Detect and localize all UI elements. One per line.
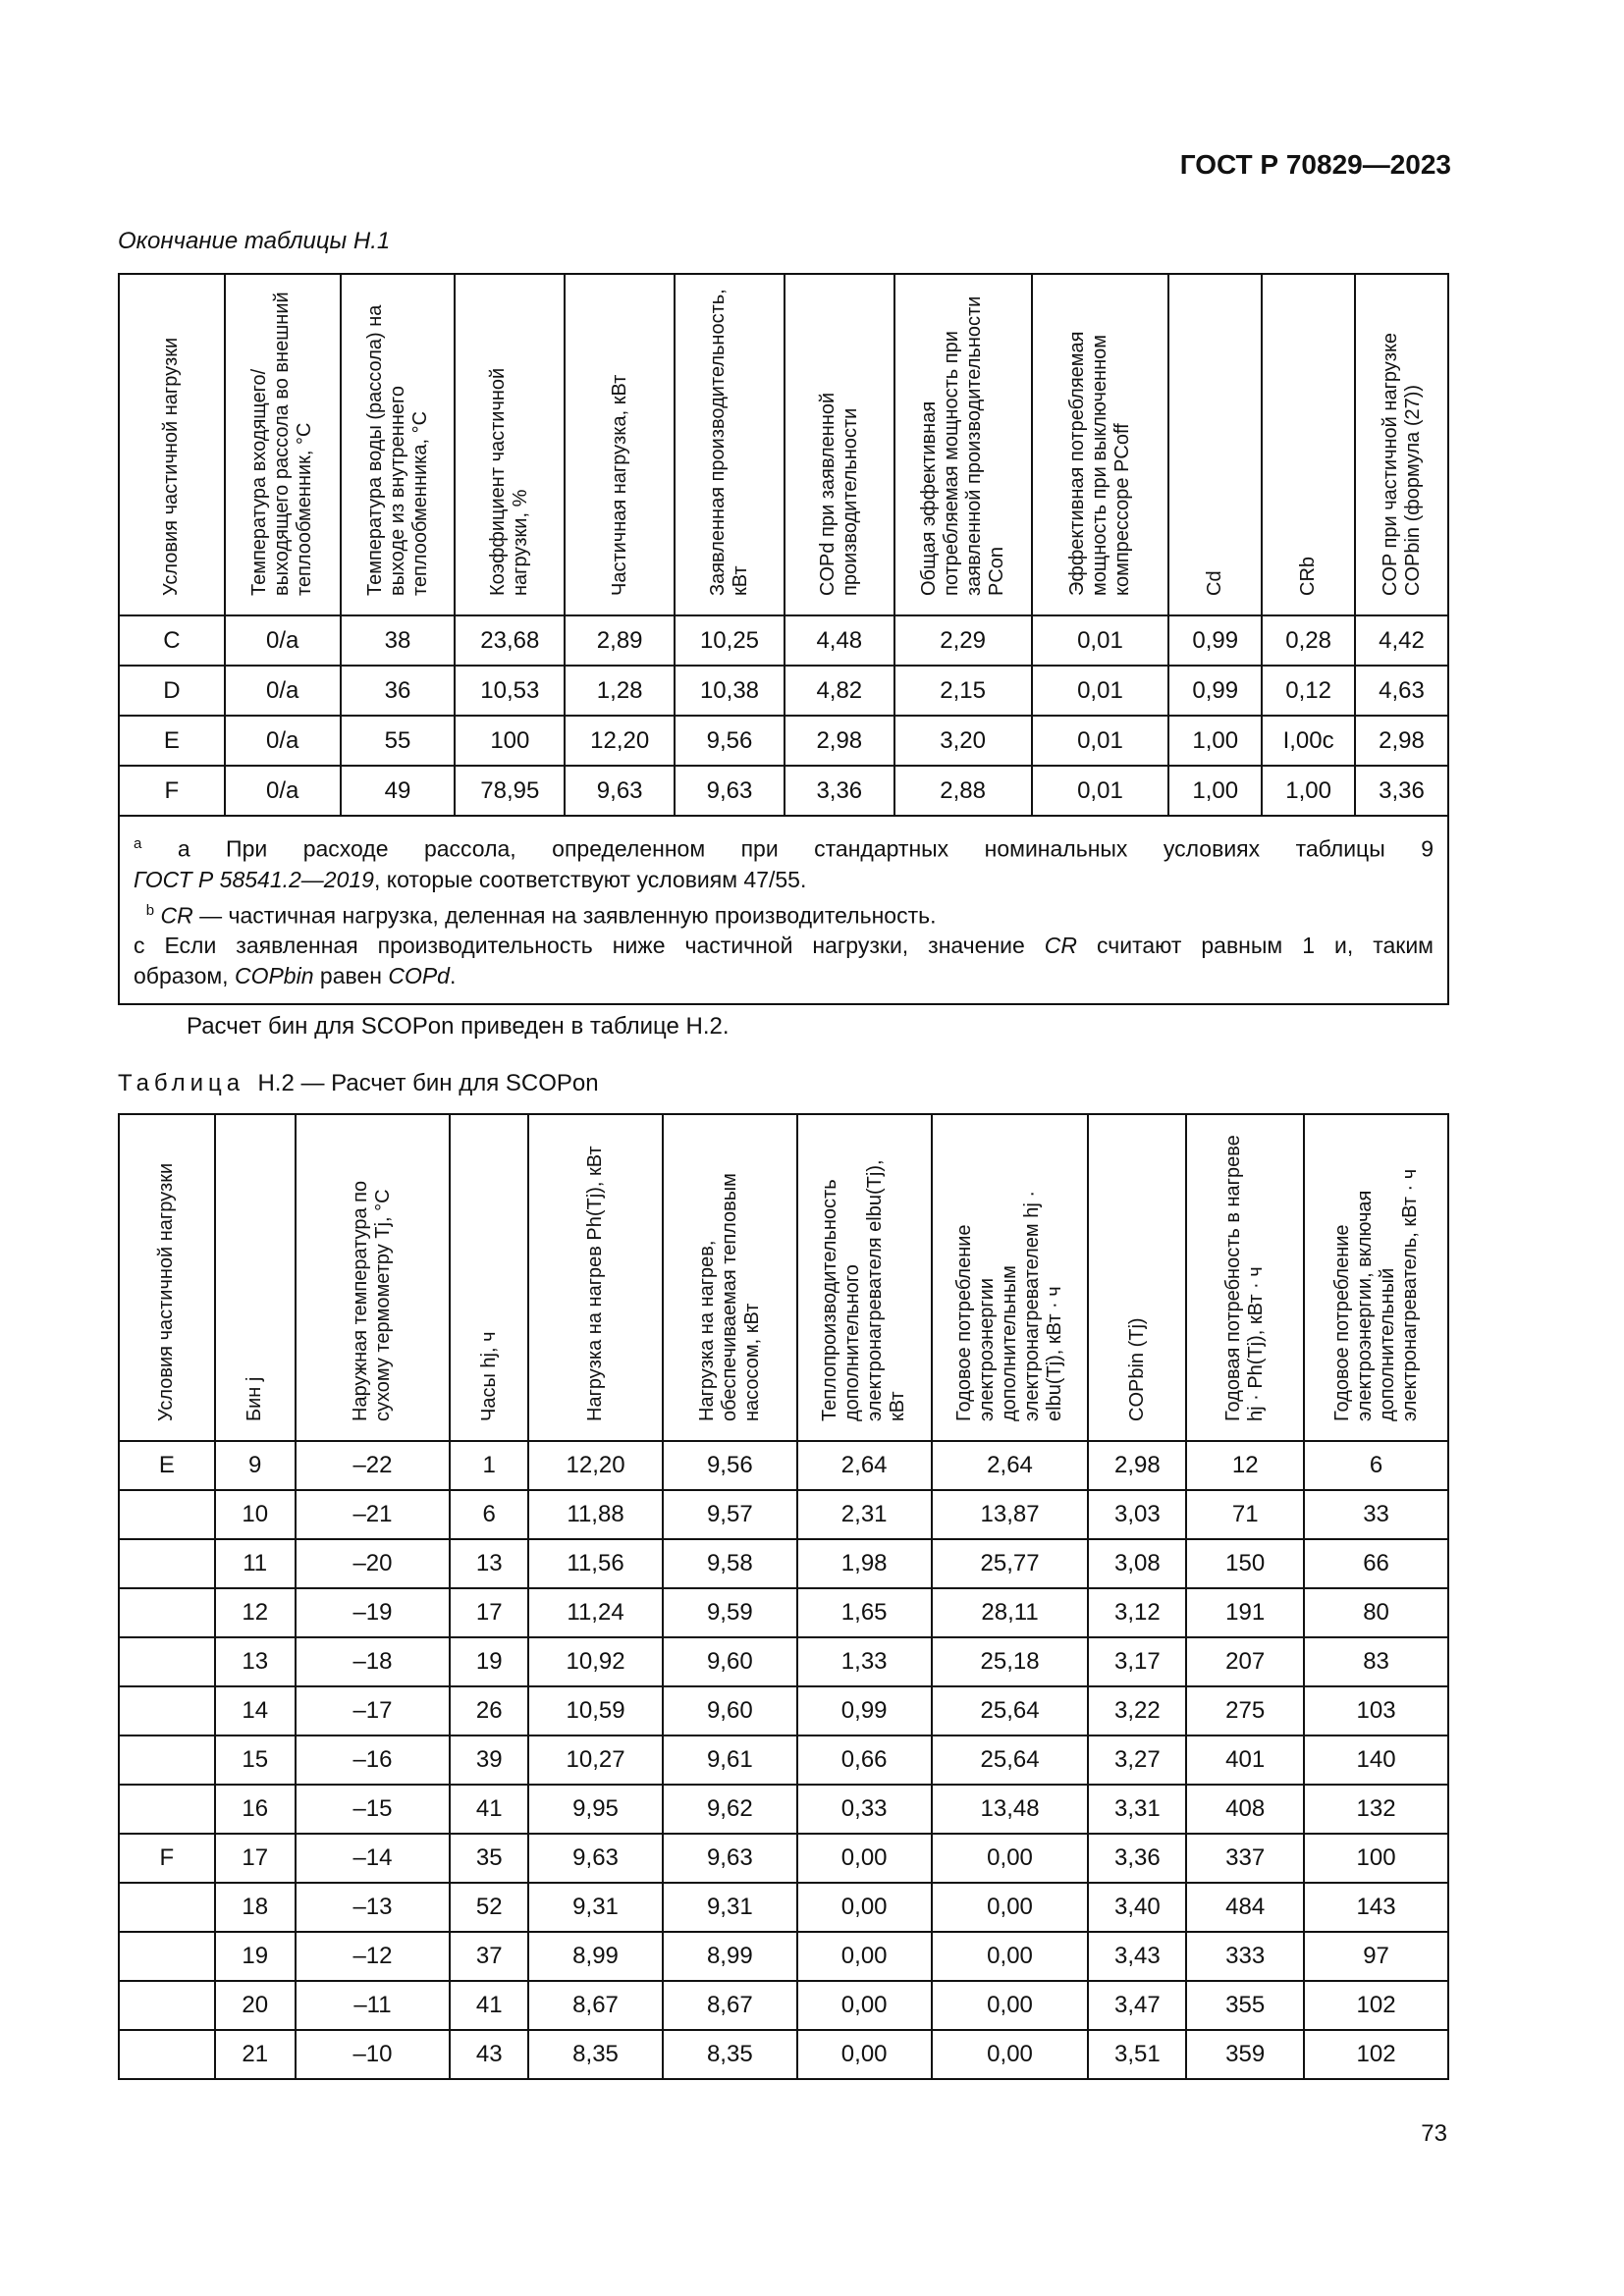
table2-cell [119, 1490, 215, 1539]
table2-cell: 3,47 [1088, 1981, 1186, 2030]
document-standard-number: ГОСТ Р 70829—2023 [1179, 149, 1451, 180]
table2-cell: 10,92 [528, 1637, 663, 1686]
footnote-a-line2: ГОСТ Р 58541.2—2019, которые соответствуют условиям 47/55. [134, 866, 807, 892]
table2-cell: 83 [1304, 1637, 1448, 1686]
table2-cell: 14 [215, 1686, 296, 1735]
table2-cell: 8,67 [663, 1981, 797, 2030]
table1-col-header-label: Cd [1204, 570, 1226, 596]
table2-cell [119, 1883, 215, 1932]
table2-cell: 103 [1304, 1686, 1448, 1735]
table2-cell: 3,27 [1088, 1735, 1186, 1785]
table1-col-header-label: Общая эффективная потребляемая мощность при заявленной производительности PCon [917, 295, 1007, 596]
table2-cell: 3,36 [1088, 1834, 1186, 1883]
footnote-a-line1: $^а$ а При расходе рассола, определенном при стандартных номинальных условиях таблицы 9 [134, 835, 1435, 862]
table2-cell: 66 [1304, 1539, 1448, 1588]
table1-col-header-label: Температура входящего/выходящего рассола во внешний теплообменник, °С [248, 292, 316, 596]
table2-cell: 35 [450, 1834, 528, 1883]
table1-cell: 4,48 [785, 615, 894, 666]
table1-cell: 2,88 [894, 766, 1032, 816]
table2-cell: 9,60 [663, 1686, 797, 1735]
table1-col-header-label: COPd при заявленной производительности [816, 392, 861, 596]
table2-cell: 97 [1304, 1932, 1448, 1981]
table-h1-end [118, 273, 1449, 1005]
table-h2 [118, 1113, 1449, 2080]
table1-cell: 9,56 [675, 716, 785, 766]
table2-cell: 8,67 [528, 1981, 663, 2030]
table2-cell: 15 [215, 1735, 296, 1785]
table2-cell: 0,00 [797, 1981, 932, 2030]
table1-cell: 9,63 [565, 766, 675, 816]
table2-col-header [932, 1114, 1089, 1441]
table2-row [119, 1441, 1448, 1490]
table1-row [119, 615, 1448, 666]
table2-cell: 17 [215, 1834, 296, 1883]
table2-col-header [663, 1114, 797, 1441]
table2-col-header [296, 1114, 451, 1441]
table2-col-header [528, 1114, 663, 1441]
table2-col-header-label: Теплопроизводительность дополнительного электронагревателя elbu(Tj), кВт [819, 1159, 909, 1421]
table2-cell: 12,20 [528, 1441, 663, 1490]
table2-cell [119, 1785, 215, 1834]
table2-cell: –12 [296, 1932, 451, 1981]
table2-cell: 2,64 [797, 1441, 932, 1490]
table1-cell: 10,38 [675, 666, 785, 716]
table2-cell: –21 [296, 1490, 451, 1539]
table2-row [119, 1932, 1448, 1981]
table2-row [119, 1834, 1448, 1883]
table2-cell: 9,31 [663, 1883, 797, 1932]
table1-cell: 0/а [225, 666, 341, 716]
table2-cell: 26 [450, 1686, 528, 1735]
table2-cell: 484 [1186, 1883, 1304, 1932]
table1-cell: 55 [341, 716, 456, 766]
table1-cell: 12,20 [565, 716, 675, 766]
footnote-b: $^b$ CR — частичная нагрузка, деленная на заявленную производительность. [145, 901, 937, 929]
table1-cell: 2,89 [565, 615, 675, 666]
table1-cell: 10,25 [675, 615, 785, 666]
table2-col-header [1088, 1114, 1186, 1441]
table2-cell: 0,99 [797, 1686, 932, 1735]
table2-cell: 9,59 [663, 1588, 797, 1637]
table1-col-header [785, 274, 894, 615]
table1-col-header [1032, 274, 1169, 615]
table2-cell: –20 [296, 1539, 451, 1588]
table2-cell: 20 [215, 1981, 296, 2030]
table1-cell: 3,20 [894, 716, 1032, 766]
table2-cell: 3,31 [1088, 1785, 1186, 1834]
table2-cell: 0,00 [932, 1932, 1089, 1981]
table1-cell: C [119, 615, 225, 666]
table2-cell: 9,56 [663, 1441, 797, 1490]
table2-cell: –16 [296, 1735, 451, 1785]
table2-cell: 9,57 [663, 1490, 797, 1539]
table2-cell: 102 [1304, 2030, 1448, 2079]
table1-cell: 3,36 [785, 766, 894, 816]
table2-cell: 150 [1186, 1539, 1304, 1588]
table2-cell: 1,33 [797, 1637, 932, 1686]
table1-cell: 4,82 [785, 666, 894, 716]
table1-cell: 2,98 [1355, 716, 1448, 766]
table2-cell: 2,98 [1088, 1441, 1186, 1490]
table1-header-row [119, 274, 1448, 615]
table1-row [119, 766, 1448, 816]
table2-row [119, 1539, 1448, 1588]
table2-col-header-label: Годовое потребление электроэнергии дополнительным электронагревателем hj · elbu(Tj), кВт · ч [953, 1190, 1066, 1421]
table2-cell: 52 [450, 1883, 528, 1932]
table2-cell: 100 [1304, 1834, 1448, 1883]
table2-cell [119, 1735, 215, 1785]
table2-cell: –19 [296, 1588, 451, 1637]
table2-cell: –18 [296, 1637, 451, 1686]
table2-cell [119, 1686, 215, 1735]
table1-cell: 1,00 [1262, 766, 1355, 816]
table2-cell: 12 [1186, 1441, 1304, 1490]
table2-cell: 41 [450, 1785, 528, 1834]
table2-row [119, 1735, 1448, 1785]
table1-cell: 2,29 [894, 615, 1032, 666]
table2-cell: 0,00 [932, 1883, 1089, 1932]
table1-cell: D [119, 666, 225, 716]
table2-cell: 333 [1186, 1932, 1304, 1981]
table1-cell: 0,01 [1032, 766, 1169, 816]
table2-cell [119, 1981, 215, 2030]
table2-row [119, 2030, 1448, 2079]
table2-cell: 11,88 [528, 1490, 663, 1539]
table1-cell: 0,01 [1032, 716, 1169, 766]
table2-cell: 0,00 [797, 1883, 932, 1932]
table1-cell: 1,00 [1168, 766, 1262, 816]
table2-col-header [215, 1114, 296, 1441]
table2-cell: 11 [215, 1539, 296, 1588]
table1-col-header [675, 274, 785, 615]
table2-cell: 71 [1186, 1490, 1304, 1539]
table1-col-header [341, 274, 456, 615]
table2-cell: 28,11 [932, 1588, 1089, 1637]
table2-cell: 0,33 [797, 1785, 932, 1834]
table2-cell: 6 [450, 1490, 528, 1539]
table2-cell: 9,63 [663, 1834, 797, 1883]
table1-cell: 0,12 [1262, 666, 1355, 716]
table2-cell: 33 [1304, 1490, 1448, 1539]
table2-cell: 0,00 [797, 2030, 932, 2079]
table2-header-row [119, 1114, 1448, 1441]
table2-cell: 13,87 [932, 1490, 1089, 1539]
table2-row [119, 1686, 1448, 1735]
table2-col-header-label: Условия частичной нагрузки [155, 1162, 178, 1421]
table2-row [119, 1588, 1448, 1637]
intro-paragraph: Расчет бин для SCOPon приведен в таблице Н.2. [187, 1013, 730, 1040]
table1-col-header-label: CRb [1297, 556, 1320, 596]
table1-cell: 0,99 [1168, 666, 1262, 716]
table2-cell: 143 [1304, 1883, 1448, 1932]
table1-cell: 0/а [225, 615, 341, 666]
page-number: 73 [1421, 2120, 1447, 2147]
footnote-c-line1: с Если заявленная производительность ниже частичной нагрузки, значение CR считают равным 1 и, таким [134, 933, 1434, 959]
table1-col-header [1168, 274, 1262, 615]
table2-cell [119, 2030, 215, 2079]
table2-cell: 355 [1186, 1981, 1304, 2030]
table1-row [119, 716, 1448, 766]
table2-cell: 401 [1186, 1735, 1304, 1785]
table1-cell: 0,01 [1032, 666, 1169, 716]
table2-cell: 9,95 [528, 1785, 663, 1834]
table2-cell: 207 [1186, 1637, 1304, 1686]
table2-col-header-label: Нагрузка на нагрев Ph(Tj), кВт [584, 1146, 607, 1421]
table1-cell: 4,42 [1355, 615, 1448, 666]
table1-row [119, 666, 1448, 716]
table2-cell: 9,61 [663, 1735, 797, 1785]
table2-cell: 0,00 [932, 1834, 1089, 1883]
table2-cell: 1,98 [797, 1539, 932, 1588]
table2-cell: 3,17 [1088, 1637, 1186, 1686]
table2-cell: –15 [296, 1785, 451, 1834]
table2-cell: 3,12 [1088, 1588, 1186, 1637]
table2-col-header [119, 1114, 215, 1441]
table1-cell: 49 [341, 766, 456, 816]
table1-cell: 23,68 [455, 615, 565, 666]
table2-caption: Таблица Н.2 — Расчет бин для SCOPon [118, 1070, 599, 1096]
table2-cell: 0,00 [932, 1981, 1089, 2030]
table2-cell: 10 [215, 1490, 296, 1539]
table2-cell: 11,24 [528, 1588, 663, 1637]
table1-col-header [565, 274, 675, 615]
table2-cell: 102 [1304, 1981, 1448, 2030]
table2-cell: 275 [1186, 1686, 1304, 1735]
table2-cell: –13 [296, 1883, 451, 1932]
table2-cell: 3,51 [1088, 2030, 1186, 2079]
table1-cell: 0,01 [1032, 615, 1169, 666]
table1-cell: 0/а [225, 716, 341, 766]
table2-cell: 2,64 [932, 1441, 1089, 1490]
table2-row [119, 1637, 1448, 1686]
table2-cell: 0,00 [797, 1932, 932, 1981]
table2-cell: –11 [296, 1981, 451, 2030]
table2-cell [119, 1637, 215, 1686]
table2-cell: 1,65 [797, 1588, 932, 1637]
table1-caption: Окончание таблицы Н.1 [118, 228, 391, 254]
table2-col-header-label: Бин j [244, 1376, 266, 1421]
table2-col-header-label: Годовая потребность в нагреве hj · Ph(Tj), кВт · ч [1222, 1135, 1268, 1421]
table2-cell: 0,00 [797, 1834, 932, 1883]
table1-cell: 3,36 [1355, 766, 1448, 816]
table1-cell: F [119, 766, 225, 816]
table2-col-header-label: Часы hj, ч [477, 1331, 500, 1421]
table2-cell: 337 [1186, 1834, 1304, 1883]
table2-cell: 25,77 [932, 1539, 1089, 1588]
table2-cell [119, 1932, 215, 1981]
table2-cell: 9,60 [663, 1637, 797, 1686]
table2-cell: 10,59 [528, 1686, 663, 1735]
table2-row [119, 1490, 1448, 1539]
table2-cell: 191 [1186, 1588, 1304, 1637]
table1-col-header-label: Частичная нагрузка, кВт [608, 374, 630, 596]
table2-cell: 3,03 [1088, 1490, 1186, 1539]
table1-cell: 38 [341, 615, 456, 666]
table2-cell: 1 [450, 1441, 528, 1490]
table2-row [119, 1883, 1448, 1932]
table2-cell: 11,56 [528, 1539, 663, 1588]
table1-col-header [455, 274, 565, 615]
table2-cell: 9,63 [528, 1834, 663, 1883]
table1-col-header-label: Температура воды (рассола) на выходе из внутреннего теплообменника, °С [363, 304, 431, 596]
table1-col-header [894, 274, 1032, 615]
table2-cell: 0,66 [797, 1735, 932, 1785]
table2-cell [119, 1588, 215, 1637]
table1-col-header [119, 274, 225, 615]
table2-col-header [1304, 1114, 1448, 1441]
table2-cell [119, 1539, 215, 1588]
table2-cell: 13 [215, 1637, 296, 1686]
table1-cell: 0,28 [1262, 615, 1355, 666]
table1-col-header-label: Коэффициент частичной нагрузки, % [487, 367, 532, 596]
table2-cell: 25,18 [932, 1637, 1089, 1686]
table2-cell: 3,08 [1088, 1539, 1186, 1588]
table2-cell: F [119, 1834, 215, 1883]
table1-col-header [1262, 274, 1355, 615]
table2-cell: –22 [296, 1441, 451, 1490]
table2-cell: 8,35 [663, 2030, 797, 2079]
table2-cell: 17 [450, 1588, 528, 1637]
table2-cell: 18 [215, 1883, 296, 1932]
table2-cell: 132 [1304, 1785, 1448, 1834]
footnote-c-line2: образом, COPbin равен COPd. [134, 963, 457, 989]
table2-cell: 9,62 [663, 1785, 797, 1834]
table2-col-header-label: Наружная температура по сухому термометру Tj, °С [350, 1180, 395, 1421]
table2-cell: 10,27 [528, 1735, 663, 1785]
table2-cell: 80 [1304, 1588, 1448, 1637]
table2-cell: –17 [296, 1686, 451, 1735]
table2-cell: 8,99 [663, 1932, 797, 1981]
table2-cell: 9,58 [663, 1539, 797, 1588]
table2-cell: 19 [215, 1932, 296, 1981]
table2-cell: 13 [450, 1539, 528, 1588]
table2-col-header [797, 1114, 932, 1441]
table2-cell: 9 [215, 1441, 296, 1490]
table2-col-header [1186, 1114, 1304, 1441]
table2-cell: 41 [450, 1981, 528, 2030]
table2-cell: 140 [1304, 1735, 1448, 1785]
table2-cell: 39 [450, 1735, 528, 1785]
table2-cell: 37 [450, 1932, 528, 1981]
table2-cell: 3,43 [1088, 1932, 1186, 1981]
table1-col-header-label: Эффективная потребляемая мощность при выключенном компрессоре PCoff [1065, 331, 1133, 596]
table2-row [119, 1785, 1448, 1834]
table1-footnotes [119, 816, 1448, 1004]
table1-cell: 10,53 [455, 666, 565, 716]
table2-cell: –10 [296, 2030, 451, 2079]
table2-col-header [450, 1114, 528, 1441]
table1-cell: 4,63 [1355, 666, 1448, 716]
table1-cell: I,00с [1262, 716, 1355, 766]
table2-cell: 13,48 [932, 1785, 1089, 1834]
table1-cell: 0,99 [1168, 615, 1262, 666]
table2-cell: 3,22 [1088, 1686, 1186, 1735]
table2-cell: 8,35 [528, 2030, 663, 2079]
table2-cell: 408 [1186, 1785, 1304, 1834]
table2-cell: 25,64 [932, 1686, 1089, 1735]
table1-col-header-label: Условия частичной нагрузки [160, 337, 183, 596]
table2-cell: 12 [215, 1588, 296, 1637]
table2-col-header-label: Годовое потребление электроэнергии, включая дополнительный электронагреватель, кВт · ч [1330, 1168, 1421, 1421]
table2-cell: 2,31 [797, 1490, 932, 1539]
table1-cell: 0/а [225, 766, 341, 816]
table1-cell: 36 [341, 666, 456, 716]
table2-cell: 9,31 [528, 1883, 663, 1932]
table1-cell: 9,63 [675, 766, 785, 816]
table1-cell: 78,95 [455, 766, 565, 816]
table1-cell: 100 [455, 716, 565, 766]
table1-cell: 1,28 [565, 666, 675, 716]
table1-col-header [225, 274, 341, 615]
table2-cell: 8,99 [528, 1932, 663, 1981]
table1-col-header-label: Заявленная производительность, кВт [706, 289, 751, 596]
table1-col-header-label: COP при частичной нагрузке COPbin (формула (27)) [1379, 332, 1424, 596]
table2-cell: 3,40 [1088, 1883, 1186, 1932]
table2-cell: 21 [215, 2030, 296, 2079]
table1-cell: 2,15 [894, 666, 1032, 716]
table2-cell: 359 [1186, 2030, 1304, 2079]
table2-cell: 16 [215, 1785, 296, 1834]
table2-cell: 43 [450, 2030, 528, 2079]
table1-cell: 2,98 [785, 716, 894, 766]
table1-cell: 1,00 [1168, 716, 1262, 766]
table2-col-header-label: COPbin (Tj) [1125, 1317, 1148, 1421]
table2-cell: 19 [450, 1637, 528, 1686]
table1-cell: E [119, 716, 225, 766]
table2-cell: 0,00 [932, 2030, 1089, 2079]
table2-cell: 25,64 [932, 1735, 1089, 1785]
table2-row [119, 1981, 1448, 2030]
table2-cell: –14 [296, 1834, 451, 1883]
table2-cell: 6 [1304, 1441, 1448, 1490]
table2-col-header-label: Нагрузка на нагрев, обеспечиваемая тепловым насосом, кВт [695, 1173, 763, 1421]
table2-cell: E [119, 1441, 215, 1490]
table1-col-header [1355, 274, 1448, 615]
